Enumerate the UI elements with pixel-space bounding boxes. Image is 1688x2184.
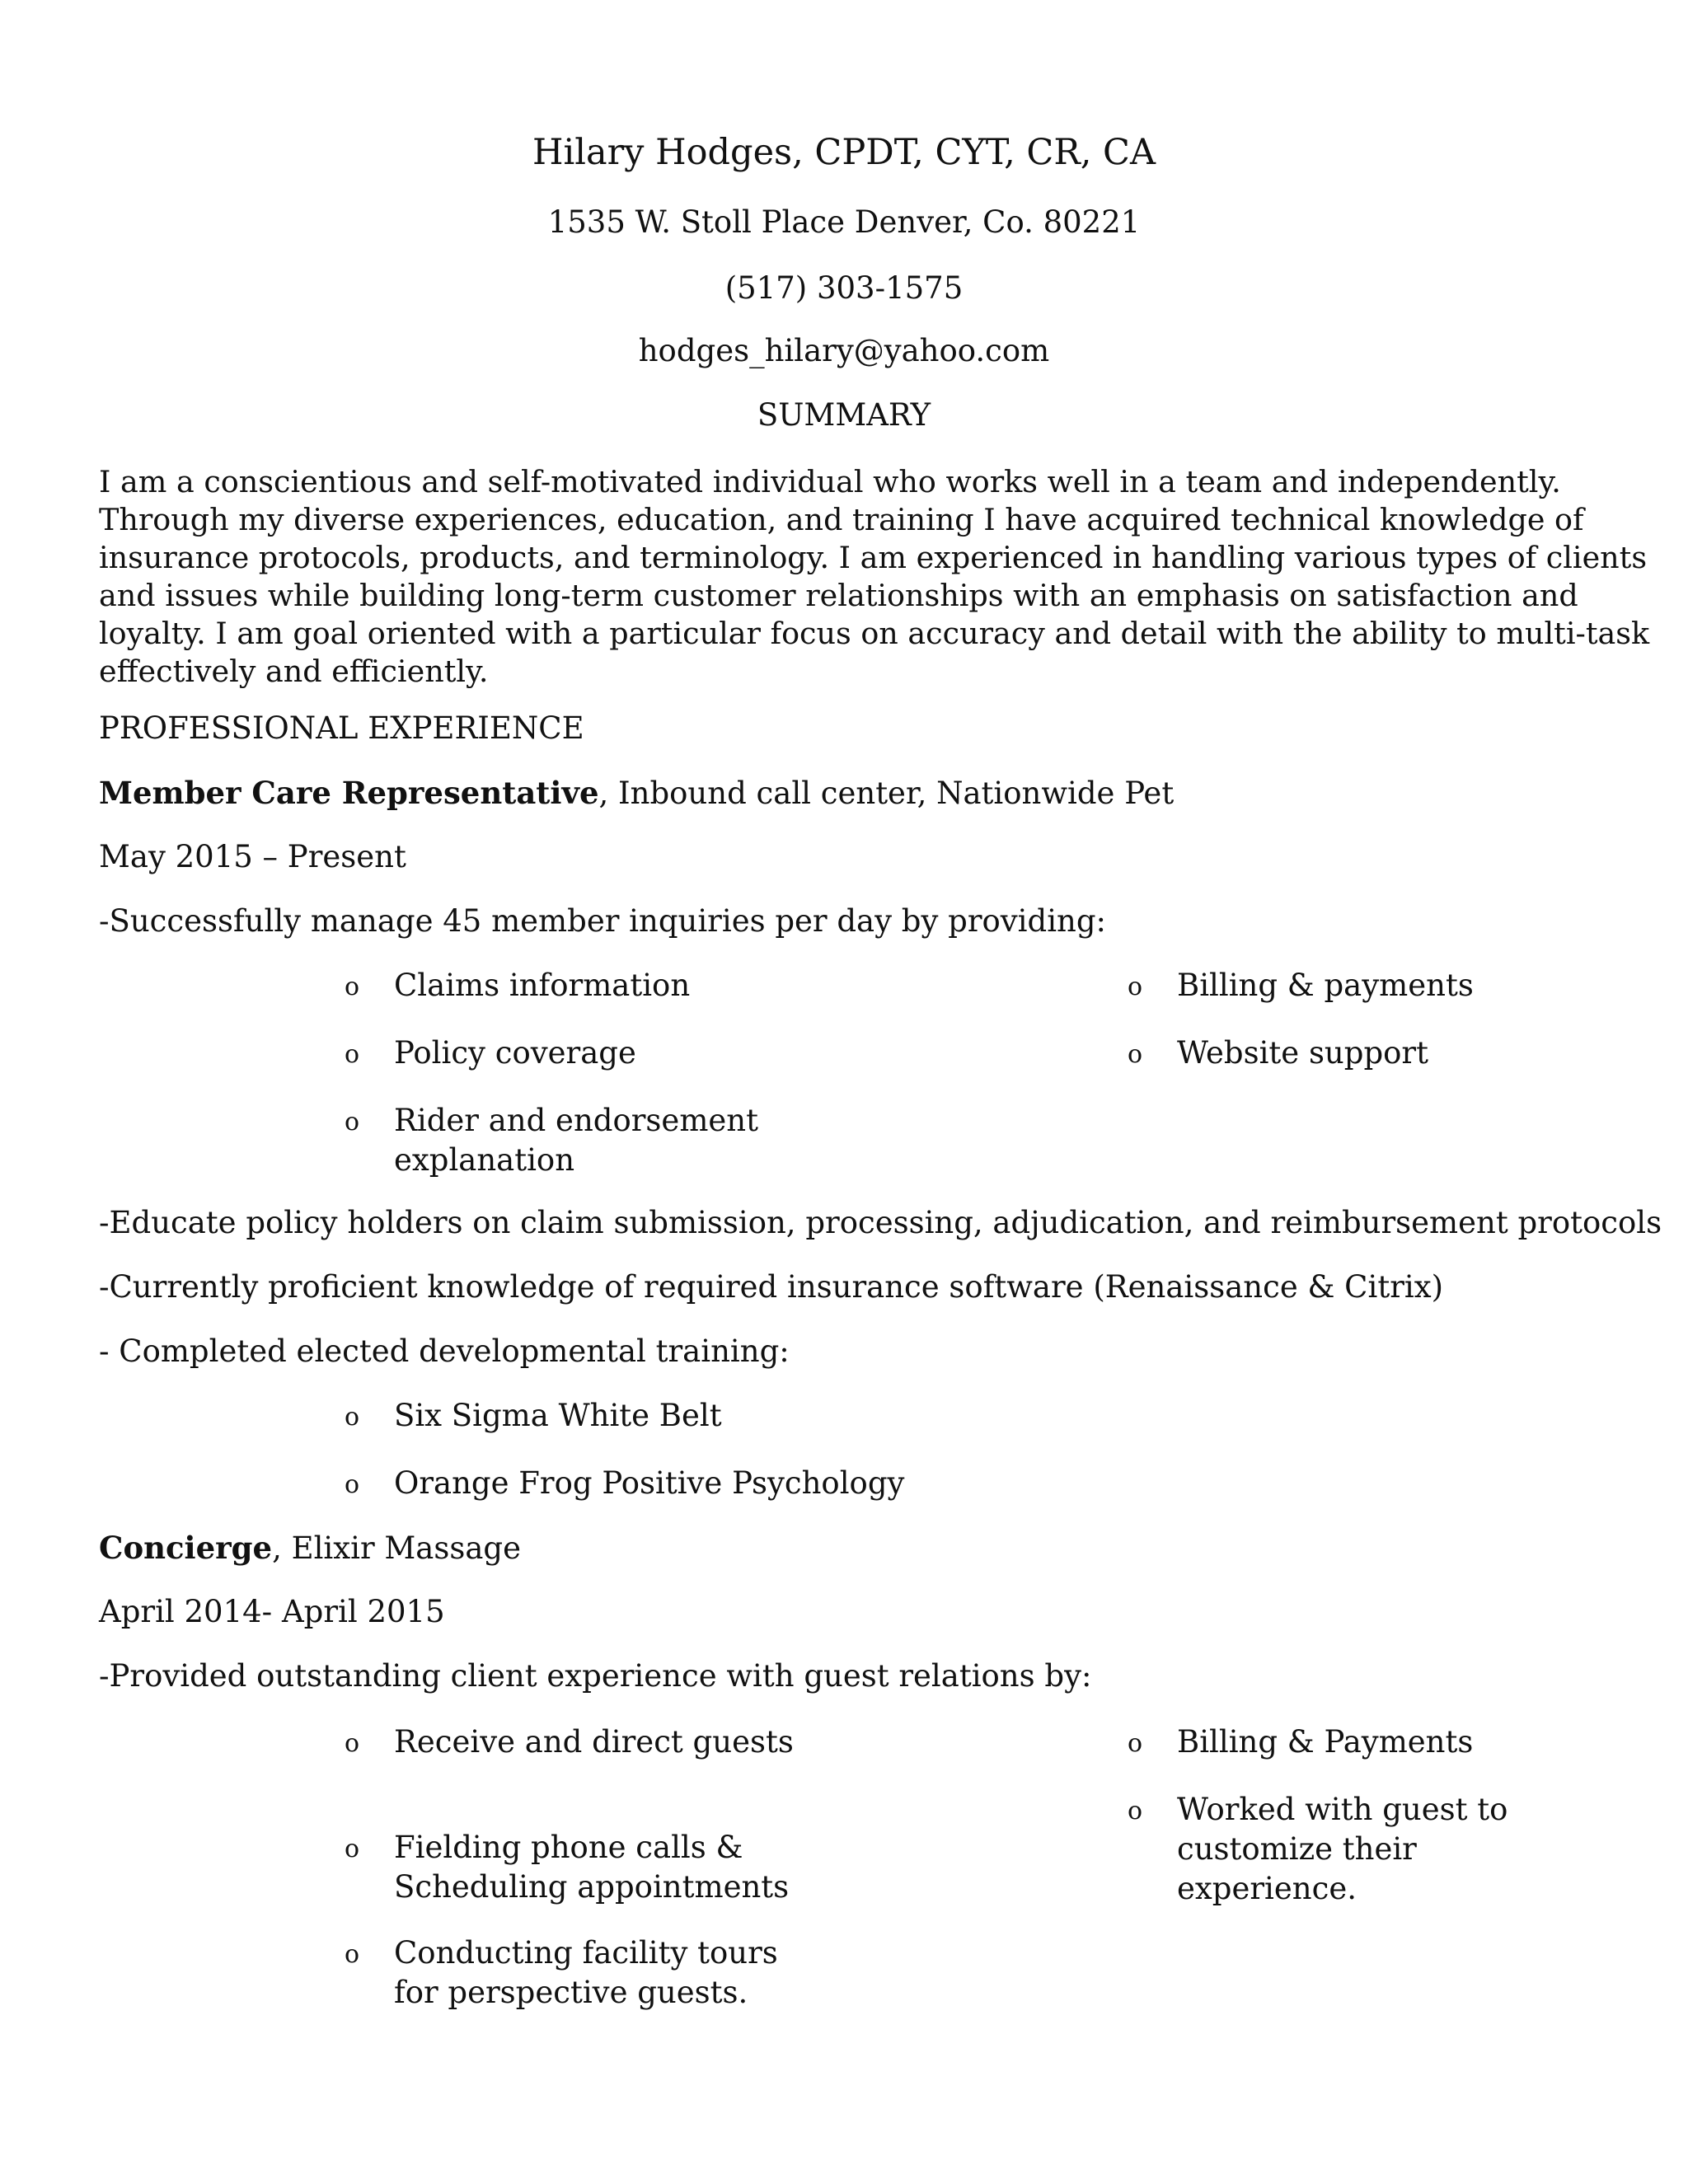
experience-heading: PROFESSIONAL EXPERIENCE [99,710,584,746]
list-item-text: customize their [1177,1831,1417,1867]
job-title: Concierge [99,1530,273,1566]
candidate-name: Hilary Hodges, CPDT, CYT, CR, CA [532,132,1156,173]
list-item-text: for perspective guests. [394,1975,748,2010]
summary-line: insurance protocols, products, and terminology. I am experienced in handling various types of clients [99,540,1648,575]
job-employer: , Inbound call center, Nationwide Pet [598,776,1175,811]
summary-line: effectively and efficiently. [99,654,489,689]
job-detail: -Educate policy holders on claim submission, processing, adjudication, and reimbursement protocols [99,1205,1662,1240]
bullet-marker: o [345,1403,360,1432]
bullet-marker: o [345,1835,360,1863]
summary-line: loyalty. I am goal oriented with a particular focus on accuracy and detail with the ability to multi-task [99,616,1650,651]
bullet-marker: o [1128,1040,1143,1069]
list-item-text: Billing & Payments [1177,1724,1474,1760]
bullet-marker: o [1128,1797,1143,1825]
list-item-text: Orange Frog Positive Psychology [394,1465,905,1501]
job-dates: May 2015 – Present [99,839,406,874]
bullet-marker: o [345,972,360,1001]
summary-line: I am a conscientious and self-motivated individual who works well in a team and independently. [99,464,1561,499]
list-item-text: Six Sigma White Belt [394,1398,722,1433]
summary-line: Through my diverse experiences, education, and training I have acquired technical knowledge of [99,502,1584,537]
list-item-text: Rider and endorsement [394,1103,758,1138]
address: 1535 W. Stoll Place Denver, Co. 80221 [547,204,1141,240]
summary-heading: SUMMARY [757,397,931,433]
list-item-text: Conducting facility tours [394,1935,778,1971]
job-dates: April 2014- April 2015 [99,1594,445,1629]
summary-paragraph [99,463,1650,691]
bullet-marker: o [345,1108,360,1137]
job-title: Member Care Representative [99,775,599,811]
list-item-text: Scheduling appointments [394,1869,790,1905]
job-detail: -Currently proficient knowledge of required insurance software (Renaissance & Citrix) [99,1269,1444,1305]
list-item-text: explanation [394,1142,575,1178]
job-title-line [99,1530,521,1566]
list-item-text: Website support [1177,1035,1428,1071]
bullet-marker: o [1128,1729,1143,1758]
list-item-text: Billing & payments [1177,968,1474,1003]
phone-number: (517) 303-1575 [724,270,964,306]
bullet-marker: o [345,1940,360,1969]
email-address: hodges_hilary@yahoo.com [638,333,1050,368]
job-title-line [99,775,1174,811]
bullet-marker: o [345,1729,360,1758]
job-intro: -Provided outstanding client experience with guest relations by: [99,1658,1092,1694]
list-item-text: experience. [1177,1871,1357,1906]
bullet-marker: o [345,1470,360,1499]
list-item-text: Claims information [394,968,691,1003]
job-detail: - Completed elected developmental training: [99,1333,790,1369]
list-item-text: Receive and direct guests [394,1724,794,1760]
list-item-text: Policy coverage [394,1035,636,1071]
job-employer: , Elixir Massage [272,1530,521,1566]
job-intro: -Successfully manage 45 member inquiries per day by providing: [99,903,1107,939]
list-item-text: Worked with guest to [1177,1792,1508,1827]
bullet-marker: o [1128,972,1143,1001]
summary-line: and issues while building long-term customer relationships with an emphasis on satisfaction and [99,578,1578,613]
bullet-marker: o [345,1040,360,1069]
list-item-text: Fielding phone calls & [394,1830,743,1865]
